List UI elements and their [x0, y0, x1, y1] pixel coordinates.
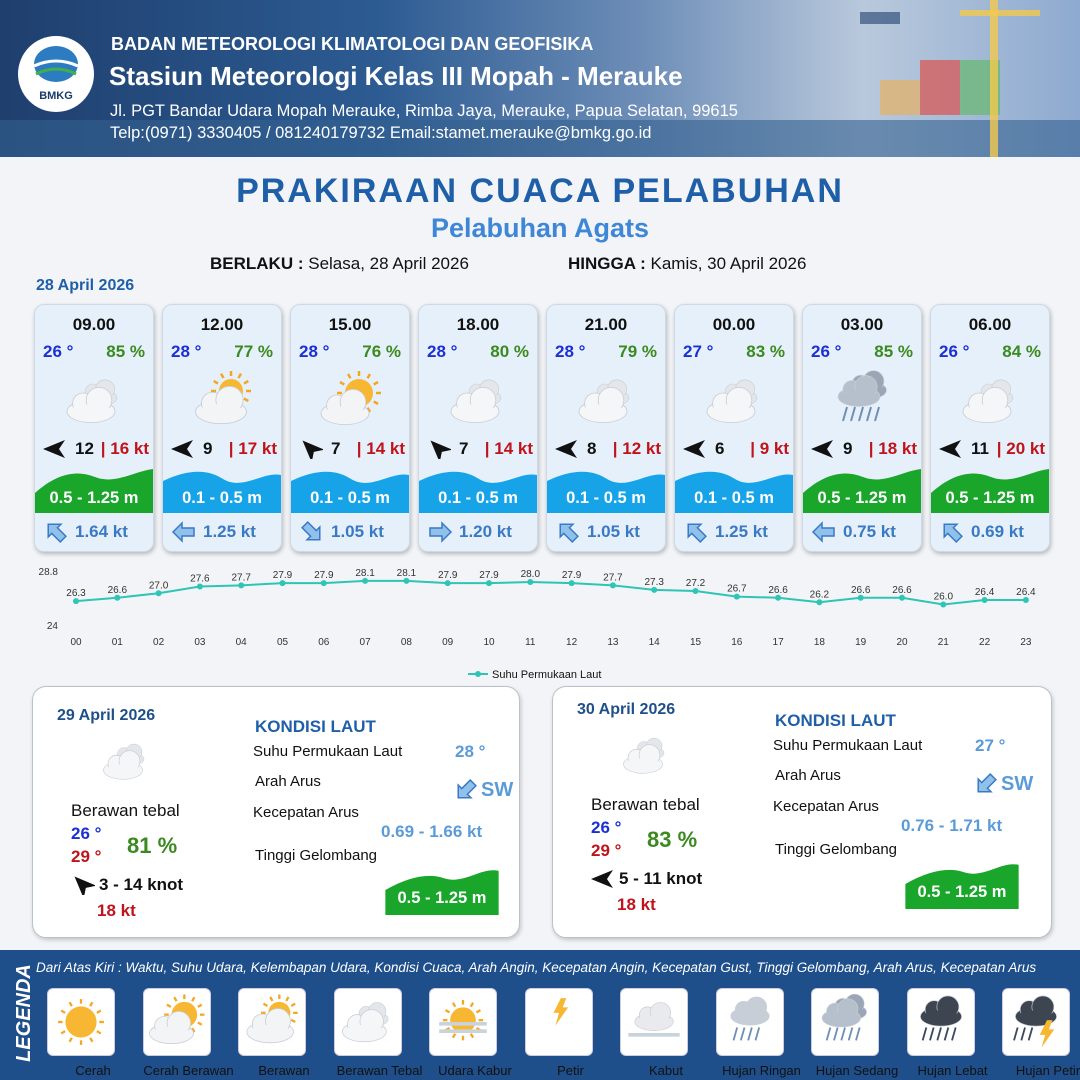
- x-tick-label: 18: [813, 637, 825, 648]
- day-humidity: 81 %: [127, 833, 178, 858]
- forecast-humidity: 85 %: [106, 342, 145, 361]
- wind-gust: | 9 kt: [750, 439, 789, 458]
- x-tick-label: 01: [111, 637, 123, 648]
- sst-data-label: 26.7: [727, 583, 747, 595]
- wind-gust: | 16 kt: [100, 439, 149, 458]
- wind-speed: 8: [587, 439, 597, 458]
- day-wind-speed: 5 - 11 knot: [619, 869, 703, 888]
- wave-height: 0.1 - 0.5 m: [438, 489, 518, 507]
- legend-icon-box: [143, 988, 234, 1078]
- sst-data-label: 27.9: [272, 570, 293, 582]
- current-direction: [973, 771, 1043, 801]
- x-tick-label: 23: [1020, 637, 1032, 648]
- forecast-time: 06.00: [968, 315, 1012, 334]
- legend-icon-box: [1002, 988, 1080, 1078]
- x-tick-label: 15: [689, 637, 702, 648]
- wind-speed: 11: [971, 439, 989, 458]
- forecast-card: [802, 304, 922, 552]
- current-info: [555, 519, 665, 543]
- day-summary-panel: [552, 686, 1052, 938]
- x-tick-label: 07: [359, 637, 371, 648]
- station-name: Stasiun Meteorologi Kelas III Mopah - Merauke: [109, 61, 683, 91]
- wind-speed: 9: [843, 439, 853, 458]
- legend-item: [609, 988, 699, 1078]
- berawan-tebal-icon: [89, 733, 161, 789]
- forecast-humidity: 76 %: [362, 342, 401, 361]
- forecast-temp: 26 °: [43, 342, 74, 361]
- forecast-card: [930, 304, 1050, 552]
- day-wind: [71, 875, 241, 899]
- x-tick-label: 11: [525, 637, 536, 648]
- sst-data-label: 26.6: [107, 584, 128, 596]
- legend-item-label: Hujan Sedang: [815, 1063, 899, 1078]
- x-tick-label: 05: [276, 637, 289, 648]
- day-temp-min: 26 °: [591, 818, 622, 837]
- legend-item: [514, 988, 604, 1078]
- day-wave-height: 0.5 - 1.25 m: [917, 883, 1007, 901]
- legend-item-label: Berawan Tebal: [336, 1063, 423, 1078]
- current-direction-value: SW: [481, 779, 514, 801]
- legend-item: [323, 988, 423, 1078]
- current-info: [171, 519, 281, 543]
- valid-to-label: HINGGA :: [568, 254, 646, 273]
- sst-data-label: 27.9: [437, 570, 458, 582]
- x-tick-label: 08: [400, 637, 412, 648]
- hujan-ringan-icon: [717, 989, 783, 1055]
- berawan-tebal-icon: [699, 365, 771, 437]
- forecast-wind: [811, 437, 917, 461]
- legend-item: [227, 988, 317, 1078]
- y-tick-label: 28.8: [38, 567, 58, 578]
- legend-item-label: Hujan Lebat: [917, 1063, 988, 1078]
- sst-data-label: 27.9: [561, 570, 582, 582]
- forecast-wind: [299, 437, 405, 461]
- sst-line-chart: [28, 565, 1072, 685]
- berawan-tebal-icon: [443, 365, 515, 437]
- bmkg-logo: [18, 36, 94, 112]
- logo-label: BMKG: [39, 90, 73, 102]
- current-direction-icon: [973, 771, 999, 802]
- wave-height: 0.5 - 1.25 m: [945, 489, 1035, 507]
- current-direction-label: Arah Arus: [255, 773, 321, 790]
- day-date: 29 April 2026: [57, 707, 156, 724]
- sst-value: 28 °: [455, 742, 486, 761]
- legend-item-label: Petir: [557, 1063, 584, 1078]
- station-address: Jl. PGT Bandar Udara Mopah Merauke, Rimba Jaya, Merauke, Papua Selatan, 99615: [110, 102, 738, 120]
- x-tick-label: 14: [648, 637, 660, 648]
- day-condition: Berawan tebal: [71, 801, 180, 820]
- wind-gust: | 17 kt: [228, 439, 277, 458]
- hujan-sedang-icon: [812, 989, 878, 1055]
- forecast-temp: 28 °: [427, 342, 458, 361]
- current-info: [939, 519, 1049, 543]
- berawan-tebal-icon: [335, 989, 401, 1055]
- wave-height-label: Tinggi Gelombang: [775, 841, 898, 858]
- hujan-lebat-icon: [908, 989, 974, 1055]
- legend-item: [896, 988, 988, 1078]
- berawan-tebal-icon: [609, 727, 681, 783]
- legend-icon-box: [429, 988, 512, 1078]
- forecast-time: 21.00: [584, 315, 628, 334]
- x-tick-label: 21: [937, 637, 949, 648]
- wind-direction-icon: [591, 869, 615, 894]
- wind-speed: 6: [715, 439, 725, 458]
- sst-data-label: 27.7: [231, 572, 251, 584]
- x-tick-label: 22: [979, 637, 991, 648]
- current-info: [683, 519, 793, 543]
- current-speed: 1.05 kt: [587, 522, 640, 541]
- day-temp-max: 29 °: [591, 841, 622, 860]
- forecast-time: 15.00: [328, 315, 372, 334]
- petir-icon: [526, 989, 592, 1055]
- day-wind: [591, 869, 761, 893]
- forecast-wind: [43, 437, 149, 461]
- legend-series-name: Suhu Permukaan Laut: [492, 669, 602, 681]
- wind-gust: | 14 kt: [484, 439, 533, 458]
- forecast-wind: [939, 437, 1045, 461]
- current-speed: 1.20 kt: [459, 522, 512, 541]
- wind-direction-icon: [71, 875, 95, 900]
- legend-icon-box: [238, 988, 310, 1078]
- forecast-humidity: 77 %: [234, 342, 273, 361]
- sst-data-label: 28.1: [355, 567, 375, 579]
- wind-gust: | 20 kt: [996, 439, 1045, 458]
- forecast-wind: [427, 437, 533, 461]
- x-tick-label: 04: [235, 637, 247, 648]
- sst-data-label: 27.9: [479, 570, 499, 582]
- day-gust: 18 kt: [97, 901, 136, 920]
- x-tick-label: 03: [194, 637, 206, 648]
- current-direction: [453, 777, 523, 807]
- hujan-sedang-icon: [827, 365, 899, 437]
- wave-height: 0.1 - 0.5 m: [566, 489, 646, 507]
- current-speed: 0.75 kt: [843, 522, 896, 541]
- sst-data-label: 28.1: [396, 567, 417, 579]
- berawan-tebal-icon: [955, 365, 1027, 437]
- forecast-time: 12.00: [200, 315, 244, 334]
- forecast-temp: 28 °: [555, 342, 586, 361]
- wave-height: 0.1 - 0.5 m: [694, 489, 774, 507]
- legend-icon-box: [620, 988, 688, 1078]
- forecast-temp: 26 °: [811, 342, 842, 361]
- wind-gust: | 14 kt: [356, 439, 405, 458]
- forecast-time: 00.00: [712, 315, 756, 334]
- legend-icon-box: [334, 988, 423, 1078]
- current-info: [811, 519, 921, 543]
- legend-item-label: Hujan Petir: [1015, 1063, 1080, 1078]
- station-contact: Telp:(0971) 3330405 / 081240179732 Email:stamet.merauke@bmkg.go.id: [110, 124, 652, 142]
- forecast-temp: 26 °: [939, 342, 970, 361]
- wave-height: 0.1 - 0.5 m: [182, 489, 262, 507]
- forecast-humidity: 85 %: [874, 342, 913, 361]
- sst-data-label: 26.2: [809, 589, 830, 601]
- current-speed: 1.64 kt: [75, 522, 128, 541]
- legend-item-label: Kabut: [649, 1063, 683, 1078]
- sst-data-label: 27.9: [314, 570, 334, 582]
- forecast-card: [290, 304, 410, 552]
- forecast-wind: [683, 437, 789, 461]
- current-speed-value: 0.69 - 1.66 kt: [381, 822, 483, 841]
- sea-condition-heading: KONDISI LAUT: [775, 711, 896, 730]
- day1-date: 28 April 2026: [36, 277, 135, 294]
- day-wind-speed: 3 - 14 knot: [99, 875, 184, 894]
- current-speed: 1.05 kt: [331, 522, 384, 541]
- sst-label: Suhu Permukaan Laut: [773, 737, 923, 754]
- current-speed-label: Kecepatan Arus: [253, 804, 359, 821]
- legend-side-label: LEGENDA: [13, 964, 35, 1062]
- wave-height-label: Tinggi Gelombang: [255, 847, 378, 864]
- current-speed: 0.69 kt: [971, 522, 1024, 541]
- x-tick-label: 06: [318, 637, 330, 648]
- legend-item-label: Berawan: [258, 1063, 310, 1078]
- day-temp-min: 26 °: [71, 824, 102, 843]
- valid-from: [210, 254, 469, 274]
- legend-icon-box: [716, 988, 801, 1078]
- current-speed: 1.25 kt: [203, 522, 256, 541]
- sst-data-label: 26.6: [892, 584, 912, 596]
- berawan-icon: [187, 365, 259, 437]
- current-direction-label: Arah Arus: [775, 767, 841, 784]
- x-tick-label: 17: [772, 637, 784, 648]
- sst-data-label: 26.4: [974, 587, 995, 598]
- wind-gust: | 18 kt: [868, 439, 917, 458]
- forecast-card: [34, 304, 154, 552]
- sst-data-label: 26.6: [768, 584, 788, 596]
- current-info: [427, 519, 537, 543]
- legend-item-label: Hujan Ringan: [722, 1063, 801, 1078]
- wave-graphic: [383, 867, 501, 915]
- udara-kabur-icon: [430, 989, 496, 1055]
- x-tick-label: 00: [70, 637, 82, 648]
- y-tick-label: 24: [46, 621, 58, 632]
- legend-icon-box: [907, 988, 988, 1078]
- wave-height: 0.5 - 1.25 m: [49, 489, 139, 507]
- legend-item: [132, 988, 234, 1078]
- forecast-temp: 27 °: [683, 342, 714, 361]
- day-wave-height: 0.5 - 1.25 m: [397, 889, 487, 907]
- cerah-berawan-icon: [144, 989, 210, 1055]
- sst-data-label: 28.0: [520, 569, 541, 580]
- berawan-tebal-icon: [571, 365, 643, 437]
- forecast-humidity: 83 %: [746, 342, 785, 361]
- forecast-humidity: 80 %: [490, 342, 529, 361]
- berawan-tebal-icon: [59, 365, 131, 437]
- sst-data-label: 27.2: [685, 578, 706, 589]
- forecast-card: [162, 304, 282, 552]
- sea-condition-heading: KONDISI LAUT: [255, 717, 376, 736]
- legend-item-label: Cerah: [75, 1063, 111, 1078]
- sst-value: 27 °: [975, 736, 1006, 755]
- sst-label: Suhu Permukaan Laut: [253, 743, 403, 760]
- legend-icon-box: [525, 988, 593, 1078]
- x-tick-label: 10: [483, 637, 495, 648]
- wind-speed: 12: [75, 439, 94, 458]
- legend-marker: [475, 671, 481, 677]
- x-tick-label: 20: [896, 637, 908, 648]
- x-tick-label: 19: [855, 637, 867, 648]
- forecast-time: 03.00: [840, 315, 884, 334]
- forecast-humidity: 84 %: [1002, 342, 1041, 361]
- sst-series-line: [76, 581, 1026, 605]
- day-humidity: 83 %: [647, 827, 698, 852]
- agency-name: BADAN METEOROLOGI KLIMATOLOGI DAN GEOFISIKA: [111, 34, 594, 54]
- day-gust: 18 kt: [617, 895, 656, 914]
- current-info: [43, 519, 153, 543]
- wind-speed: 9: [203, 439, 213, 458]
- current-speed: 1.25 kt: [715, 522, 768, 541]
- bmkg-logo-icon: [18, 36, 94, 96]
- legend-item: [705, 988, 801, 1078]
- current-info: [299, 519, 409, 543]
- sst-data-label: 26.6: [850, 584, 871, 596]
- forecast-card: [546, 304, 666, 552]
- hujan-petir-icon: [1003, 989, 1069, 1055]
- sst-data-label: 27.6: [190, 573, 210, 585]
- sst-data-label: 27.3: [644, 576, 664, 588]
- legend-icon-box: [811, 988, 899, 1078]
- valid-from-value: Selasa, 28 April 2026: [308, 254, 469, 273]
- forecast-wind: [555, 437, 661, 461]
- sst-data-label: 26.3: [66, 588, 86, 600]
- valid-from-label: BERLAKU :: [210, 254, 304, 273]
- wind-speed: 7: [331, 439, 341, 458]
- sst-data-label: 26.0: [933, 591, 954, 603]
- day-temp-max: 29 °: [71, 847, 102, 866]
- forecast-temp: 28 °: [299, 342, 330, 361]
- current-direction-value: SW: [1001, 773, 1034, 795]
- legend-item: [991, 988, 1080, 1078]
- x-tick-label: 09: [442, 637, 454, 648]
- port-name: Pelabuhan Agats: [430, 213, 650, 243]
- header-banner: [0, 0, 1080, 157]
- current-direction-icon: [453, 777, 479, 808]
- day-condition: Berawan tebal: [591, 795, 700, 814]
- cerah-icon: [48, 989, 114, 1055]
- sst-data-label: 27.7: [603, 572, 623, 584]
- legend-description: Dari Atas Kiri : Waktu, Suhu Udara, Kelembapan Udara, Kondisi Cuaca, Arah Angin, Kecepatan Angin, Kecepatan Gust, Tinggi Gelombang, Arah Arus, Kecepatan Arus: [36, 960, 1037, 975]
- day-date: 30 April 2026: [577, 701, 676, 718]
- kabut-icon: [621, 989, 687, 1055]
- forecast-time: 18.00: [456, 315, 500, 334]
- forecast-card: [674, 304, 794, 552]
- legend-item: [36, 988, 126, 1078]
- valid-to-value: Kamis, 30 April 2026: [650, 254, 807, 273]
- wave-height: 0.1 - 0.5 m: [310, 489, 390, 507]
- cerah-berawan-icon: [315, 365, 387, 437]
- forecast-humidity: 79 %: [618, 342, 657, 361]
- x-tick-label: 13: [607, 637, 619, 648]
- legend-item: [418, 988, 512, 1078]
- page-title: PRAKIRAAN CUACA PELABUHAN: [236, 172, 844, 210]
- legend-item-label: Udara Kabur: [438, 1063, 512, 1078]
- x-tick-label: 16: [731, 637, 743, 648]
- x-tick-label: 02: [153, 637, 165, 648]
- sst-data-label: 26.4: [1016, 587, 1036, 598]
- valid-to: [568, 254, 806, 274]
- legend-item-label: Cerah Berawan: [143, 1063, 234, 1078]
- berawan-icon: [239, 989, 305, 1055]
- wind-gust: | 12 kt: [612, 439, 661, 458]
- wave-graphic: [903, 861, 1021, 909]
- sst-data-label: 27.0: [148, 580, 169, 592]
- current-speed-label: Kecepatan Arus: [773, 798, 879, 815]
- current-speed-value: 0.76 - 1.71 kt: [901, 816, 1003, 835]
- legend-item: [800, 988, 899, 1078]
- day-summary-panel: [32, 686, 520, 938]
- forecast-wind: [171, 437, 277, 461]
- forecast-card: [418, 304, 538, 552]
- forecast-time: 09.00: [72, 315, 116, 334]
- forecast-temp: 28 °: [171, 342, 202, 361]
- wind-speed: 7: [459, 439, 469, 458]
- wave-height: 0.5 - 1.25 m: [817, 489, 907, 507]
- legend-icon-box: [47, 988, 115, 1078]
- x-tick-label: 12: [566, 637, 578, 648]
